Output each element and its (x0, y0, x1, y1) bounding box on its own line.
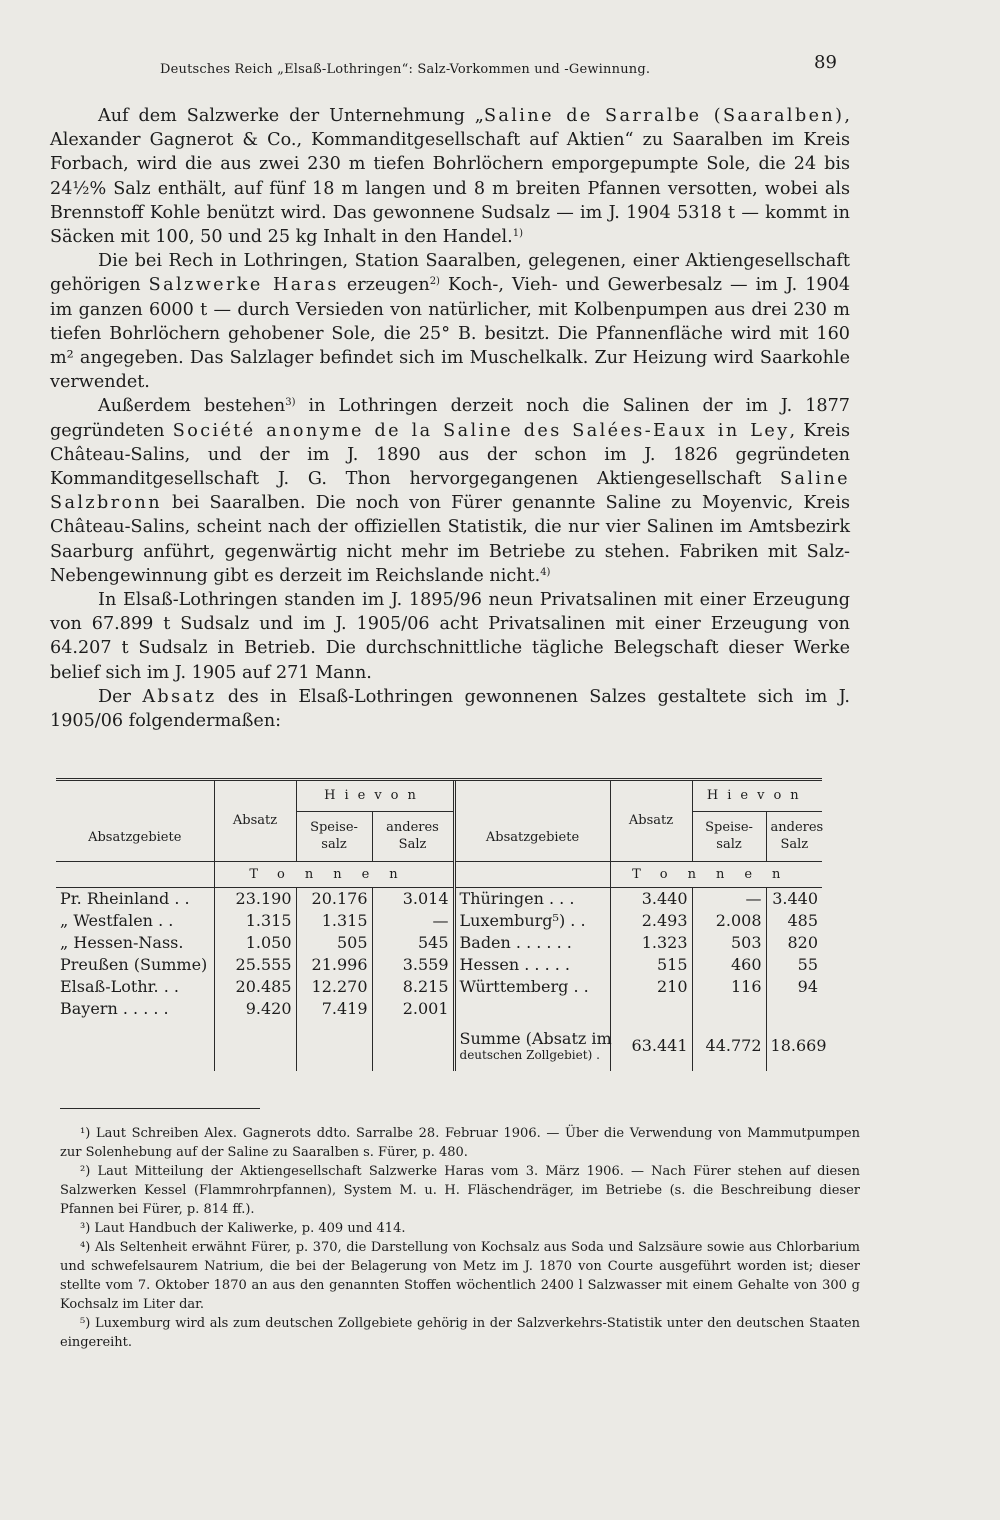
row-label: Bayern . . . . . (60, 998, 169, 1018)
cell-anderes-salz: — (372, 909, 454, 931)
row-label: Hessen . . . . . (454, 953, 610, 975)
text-run: Auf dem Salzwerke der Unternehmung „ (98, 106, 484, 126)
running-title: Deutsches Reich „Elsaß-Lothringen“: Salz-Vorkommen und -Gewinnung. (160, 62, 651, 77)
paragraph-saline-sarralbe (50, 104, 850, 249)
cell-anderes-salz: 485 (766, 909, 822, 931)
footnote-ref: 3) (285, 397, 296, 409)
header-hievon-left: Hievon (296, 781, 454, 811)
header-tonnen-left: Tonnen (214, 861, 454, 887)
row-label: Württemberg . . (454, 975, 610, 997)
row-label: Luxemburg⁵) . . (454, 909, 610, 931)
footnote-ref: 1) (512, 228, 523, 240)
summe-label-line1: Summe (Absatz im (459, 1028, 612, 1048)
cell-absatz: 20.485 (214, 975, 296, 997)
header-absatzgebiete-right: Absatzgebiete (454, 781, 610, 861)
row-label: Baden . . . . . . (454, 931, 610, 953)
text-run: Koch-, Vieh- und Gewerbesalz — im J. 1904 im ganzen 6000 t — durch Versieden von natürlicher, mit Kolbenpumpen aus drei 230 m tiefen Bohrlöchern gehobener Sole, die 25° B. besitzt. Die Pfannenfläche wird mit 160 m² angegeben. Das Salzlager befindet sich im Muschelkalk. Zur Heizung wird Saarkohle verwendet. (50, 275, 851, 393)
cell-anderes-salz: 545 (372, 931, 454, 953)
cell-summe-anderes-salz: 18.669 (766, 1019, 822, 1071)
empty-cell (56, 1019, 214, 1071)
cell-speisesalz: — (692, 887, 766, 909)
row-label: „ Westfalen . . (60, 910, 174, 930)
footnote-1: ¹) Laut Schreiben Alex. Gagnerots ddto. Sarralbe 28. Februar 1906. — Über die Verwendung von Mammutpumpen zur Solenhebung auf der Saline zu Saaralben s. Fürer, p. 480. (60, 1126, 860, 1160)
row-label: Thüringen . . . (454, 887, 610, 909)
table-row (56, 997, 822, 1019)
company-name: Société anonyme de la Saline des Salées-Eaux in Ley (172, 420, 790, 441)
company-name: Salzwerke Haras (148, 275, 339, 296)
text-run: des in Elsaß-Lothringen gewonnenen Salzes gestaltete sich im J. 1905/06 folgendermaßen: (50, 686, 850, 732)
cell-absatz: 1.050 (214, 931, 296, 953)
cell-speisesalz: 503 (692, 931, 766, 953)
footnote-4: ⁴) Als Seltenheit erwähnt Fürer, p. 370, die Darstellung von Kochsalz aus Soda und Salzsäure sowie aus Chlorbarium und schwefelsaurem Natrium, die bei der Belagerung von Metz im J. 1870 von Courte ausgeführt worden ist; dieser stellte vom 7. Oktober 1870 an aus den genannten Stoffen wöchentlich 2400 l Salzwasser mit einem Gehalte von 300 g Kochsalz im Liter dar. (60, 1240, 860, 1312)
company-name: Saline Salzbronn (50, 469, 850, 514)
summe-label-line2: deutschen Zollgebiet) . (459, 1047, 600, 1062)
table-row (56, 909, 822, 931)
header-tonnen-right: Tonnen (610, 861, 822, 887)
header-absatz-right: Absatz (610, 781, 692, 861)
empty-cell (214, 1019, 296, 1071)
header-anderes-left: anderes Salz (372, 811, 454, 861)
cell-speisesalz: 20.176 (296, 887, 372, 909)
cell-absatz: 3.440 (610, 887, 692, 909)
cell-anderes-salz: 3.014 (372, 887, 454, 909)
header-absatzgebiete-left: Absatzgebiete (56, 781, 214, 861)
cell-anderes-salz: 3.440 (766, 887, 822, 909)
cell-anderes-salz: 8.215 (372, 975, 454, 997)
footnote-2: ²) Laut Mitteilung der Aktiengesellschaft Salzwerke Haras vom 3. März 1906. — Nach Fürer stehen auf diesen Salzwerken Kessel (Flammrohrpfannen), System M. u. H. Fläschendräger, im Betriebe (s. die Beschreibung dieser Pfannen bei Fürer, p. 814 ff.). (60, 1164, 860, 1217)
cell-speisesalz: 460 (692, 953, 766, 975)
cell-absatz: 1.315 (214, 909, 296, 931)
footnote-ref: 2) (429, 276, 440, 288)
footnotes (60, 1124, 860, 1352)
empty-cell (372, 1019, 454, 1071)
cell-absatz: 515 (610, 953, 692, 975)
header-anderes-right: anderes Salz (766, 811, 822, 861)
table-row (56, 931, 822, 953)
text-run: Der (98, 686, 143, 707)
cell-speisesalz: 116 (692, 975, 766, 997)
row-label: „ Hessen-Nass. (60, 932, 184, 952)
cell-anderes-salz: 820 (766, 931, 822, 953)
footnote-rule (60, 1108, 260, 1109)
cell-speisesalz: 2.008 (692, 909, 766, 931)
table-row (56, 975, 822, 997)
text-run: in Lothringen derzeit noch die Salinen der im J. 1877 gegründeten (50, 396, 850, 441)
cell-absatz: 23.190 (214, 887, 296, 909)
paragraph-absatz-intro (50, 685, 850, 733)
cell-anderes-salz: 55 (766, 953, 822, 975)
cell-absatz: 9.420 (214, 997, 296, 1019)
text-run: Die bei Rech in Lothringen, Station Saaralben, gelegenen, einer Aktiengesellschaft gehörigen (50, 251, 850, 296)
cell-summe-speisesalz: 44.772 (692, 1019, 766, 1071)
row-label: Preußen (Summe) (60, 954, 208, 974)
empty-cell (454, 997, 610, 1019)
cell-anderes-salz: 94 (766, 975, 822, 997)
text-run: Außerdem bestehen (98, 396, 286, 417)
cell-speisesalz: 21.996 (296, 953, 372, 975)
header-hievon-right: Hievon (692, 781, 822, 811)
empty-cell (296, 1019, 372, 1071)
text-run: , Kreis Château-Salins, und der im J. 1890 aus der schon im J. 1826 gegründeten Kommanditgesellschaft J. G. Thon hervorgegangenen Aktiengesellschaft (50, 420, 850, 490)
header-speisesalz-left: Speise-salz (296, 811, 372, 861)
cell-anderes-salz: 3.559 (372, 953, 454, 975)
cell-speisesalz: 12.270 (296, 975, 372, 997)
paragraph-production: In Elsaß-Lothringen standen im J. 1895/96 neun Privatsalinen mit einer Erzeugung von 67.899 t Sudsalz und im J. 1905/06 acht Privatsalinen mit einer Erzeugung von 64.207 t Sudsalz in Betrieb. Die durchschnittliche tägliche Belegschaft dieser Werke belief sich im J. 1905 auf 271 Mann. (50, 590, 850, 683)
table-row (56, 887, 822, 909)
cell-speisesalz: 505 (296, 931, 372, 953)
cell-absatz: 25.555 (214, 953, 296, 975)
paragraph-other-salines (50, 394, 850, 588)
row-label: Elsaß-Lothr. . . (60, 976, 179, 996)
cell-absatz: 2.493 (610, 909, 692, 931)
header-absatz-left: Absatz (214, 781, 296, 861)
text-run: bei Saaralben. Die noch von Fürer genannte Saline zu Moyenvic, Kreis Château-Salins, scheint nach der offiziellen Statistik, die nur vier Salinen im Amtsbezirk Saarburg anführt, gegenwärtig nicht mehr im Betriebe zu stehen. Fabriken mit Salz-Nebengewinnung gibt es derzeit im Reichslande nicht. (50, 493, 850, 586)
footnote-ref: 4) (540, 566, 551, 578)
cell-absatz: 1.323 (610, 931, 692, 953)
summe-label (454, 1019, 610, 1071)
paragraph-salzwerke-haras (50, 249, 850, 394)
footnote-3: ³) Laut Handbuch der Kaliwerke, p. 409 und 414. (80, 1221, 406, 1236)
footnote-5: ⁵) Luxemburg wird als zum deutschen Zollgebiete gehörig in der Salzverkehrs-Statistik unter den deutschen Staaten eingereiht. (60, 1316, 860, 1350)
table-body (56, 887, 827, 1071)
text-run: , Alexander Gagnerot & Co., Kommanditgesellschaft auf Aktien“ zu Saaralben im Kreis Forbach, wird die aus zwei 230 m tiefen Bohrlöchern emporgepumpte Sole, die 24 bis 24½% Salz enthält, auf fünf 18 m langen und 8 m breiten Pfannen versotten, wobei als Brennstoff Kohle benützt wird. Das gewonnene Sudsalz — im J. 1904 5318 t — kommt in Säcken mit 100, 50 und 25 kg Inhalt in den Handel. (50, 106, 851, 248)
cell-summe-absatz: 63.441 (610, 1019, 692, 1071)
cell-speisesalz: 7.419 (296, 997, 372, 1019)
cell-anderes-salz: 2.001 (372, 997, 454, 1019)
text-run: erzeugen (338, 275, 430, 296)
table-row (56, 953, 822, 975)
empty-cell (610, 997, 692, 1019)
page-number: 89 (814, 52, 837, 73)
cell-absatz: 210 (610, 975, 692, 997)
empty-cell (692, 997, 766, 1019)
cell-speisesalz: 1.315 (296, 909, 372, 931)
row-label: Pr. Rheinland . . (60, 888, 190, 908)
body-text (50, 104, 850, 733)
absatz-table (56, 778, 827, 1091)
company-name: Saline de Sarralbe (Saaralben) (483, 106, 845, 126)
empty-cell (766, 997, 822, 1019)
table-row (56, 1019, 822, 1071)
emphasis: Absatz (142, 686, 217, 707)
header-speisesalz-right: Speise-salz (692, 811, 766, 861)
